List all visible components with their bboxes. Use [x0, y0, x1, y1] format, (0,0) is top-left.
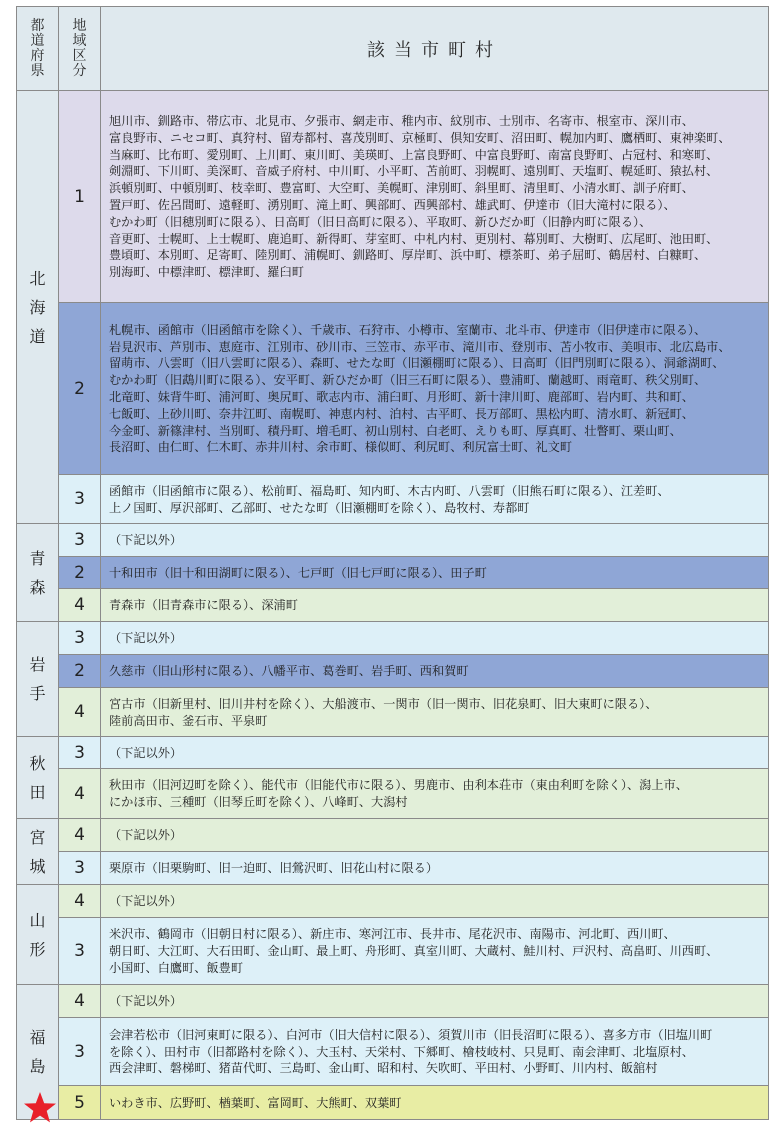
table-row [17, 557, 769, 589]
municipality-list: 米沢市、鶴岡市（旧朝日村に限る）、新庄市、寒河江市、長井市、尾花沢市、南陽市、河北町、西川町、 朝日町、大江町、大石田町、金山町、最上町、舟形町、真室川町、大蔵村、鮭川村、戸沢村、高畠町、川西町、 小国町、白鷹町、飯豊町 [101, 918, 769, 985]
table-row [17, 475, 769, 524]
table-row [17, 622, 769, 655]
red-star-icon [22, 1090, 58, 1126]
table-row [17, 91, 769, 303]
prefecture-miyagi: 宮 城 [17, 819, 59, 885]
prefecture-hokkaido: 北 海 道 [17, 91, 59, 524]
table-row [17, 589, 769, 622]
municipality-list: 旭川市、釧路市、帯広市、北見市、夕張市、網走市、稚内市、紋別市、士別市、名寄市、根室市、深川市、 富良野市、ニセコ町、真狩村、留寿都村、喜茂別町、京極町、倶知安町、沼田町、幌加内町、鷹栖町、東神楽町、 当麻町、比布町、愛別町、上川町、東川町、美瑛町、上富良野町、中富良野町、南富良野町、占冠村、和寒町、 剣淵町、下川町、美深町、音威子府村、中川町、小平町、苫前町、羽幌町、遠別町、天塩町、幌延町、猿払村、 浜頓別町、中頓別町、枝幸町、豊富町、大空町、美幌町、津別町、斜里町、清里町、小清水町、訓子府町、 置戸町、佐呂間町、遠軽町、湧別町、滝上町、興部町、西興部村、雄武町、伊達市（旧大滝村に限る）、 むかわ町（旧穂別町に限る）、日高町（旧日高町に限る）、平取町、新ひだか町（旧静内町に限る）、 音更町、士幌町、上士幌町、鹿追町、新得町、芽室町、中札内村、更別村、幕別町、大樹町、広尾町、池田町、 豊頃町、本別町、足寄町、陸別町、浦幌町、釧路町、厚岸町、浜中町、標茶町、弟子屈町、鶴居村、白糠町、 別海町、中標津町、標津町、羅臼町 [101, 91, 769, 303]
zone-number: 3 [59, 737, 101, 769]
zone-number: 2 [59, 303, 101, 475]
municipality-list: （下記以外） [101, 885, 769, 918]
municipality-list: いわき市、広野町、楢葉町、富岡町、大熊町、双葉町 [101, 1086, 769, 1120]
zone-number: 4 [59, 769, 101, 819]
prefecture-fukushima: 福 島 [17, 985, 59, 1120]
table-row [17, 985, 769, 1018]
municipality-list: 秋田市（旧河辺町を除く）、能代市（旧能代市に限る）、男鹿市、由利本荘市（東由利町を除く）、潟上市、 にかほ市、三種町（旧琴丘町を除く）、八峰町、大潟村 [101, 769, 769, 819]
zone-number: 5 [59, 1086, 101, 1120]
table-row [17, 655, 769, 688]
zone-number: 3 [59, 475, 101, 524]
region-table [16, 6, 769, 1120]
header-title: 該当市町村 [101, 7, 769, 91]
zone-number: 2 [59, 655, 101, 688]
zone-number: 3 [59, 918, 101, 985]
municipality-list: 会津若松市（旧河東町に限る）、白河市（旧大信村に限る）、須賀川市（旧長沼町に限る）、喜多方市（旧塩川町 を除く）、田村市（旧都路村を除く）、大玉村、天栄村、下郷町、檜枝岐村、只見町、南会津町、北塩原村、 西会津町、磐梯町、猪苗代町、三島町、金山町、昭和村、矢吹町、平田村、小野町、川内村、飯舘村 [101, 1018, 769, 1086]
municipality-list: （下記以外） [101, 737, 769, 769]
municipality-list: 札幌市、函館市（旧函館市を除く）、千歳市、石狩市、小樽市、室蘭市、北斗市、伊達市（旧伊達市に限る）、 岩見沢市、芦別市、恵庭市、江別市、砂川市、三笠市、赤平市、滝川市、登別市、苫小牧市、美唄市、北広島市、 留萌市、八雲町（旧八雲町に限る）、森町、せたな町（旧瀬棚町に限る）、日高町（旧門別町に限る）、洞爺湖町、 むかわ町（旧鵡川町に限る）、安平町、新ひだか町（旧三石町に限る）、豊浦町、蘭越町、雨竜町、秩父別町、 北竜町、妹背牛町、浦河町、奥尻町、歌志内市、浦臼町、月形町、新十津川町、鹿部町、岩内町、共和町、 七飯町、上砂川町、奈井江町、南幌町、神恵内村、泊村、古平町、長万部町、黒松内町、清水町、新冠町、 今金町、新篠津村、当別町、積丹町、増毛町、初山別村、白老町、えりも町、厚真町、壮瞥町、栗山町、 長沼町、由仁町、仁木町、赤井川村、余市町、様似町、利尻町、利尻富士町、礼文町 [101, 303, 769, 475]
zone-number: 4 [59, 688, 101, 737]
header-row [17, 7, 769, 91]
zone-number: 3 [59, 1018, 101, 1086]
municipality-list: 青森市（旧青森市に限る）、深浦町 [101, 589, 769, 622]
municipality-list: 十和田市（旧十和田湖町に限る）、七戸町（旧七戸町に限る）、田子町 [101, 557, 769, 589]
table-row [17, 852, 769, 885]
zone-number: 3 [59, 852, 101, 885]
table-row [17, 819, 769, 852]
municipality-list: 久慈市（旧山形村に限る）、八幡平市、葛巻町、岩手町、西和賀町 [101, 655, 769, 688]
zone-number: 3 [59, 622, 101, 655]
zone-number: 3 [59, 524, 101, 557]
table-row [17, 737, 769, 769]
zone-number: 1 [59, 91, 101, 303]
region-table-container [16, 6, 768, 1135]
table-row [17, 885, 769, 918]
prefecture-yamagata: 山 形 [17, 885, 59, 985]
municipality-list: （下記以外） [101, 819, 769, 852]
municipality-list: 宮古市（旧新里村、旧川井村を除く）、大船渡市、一関市（旧一関市、旧花泉町、旧大東町に限る）、 陸前高田市、釜石市、平泉町 [101, 688, 769, 737]
zone-number: 4 [59, 819, 101, 852]
municipality-list: 函館市（旧函館市に限る）、松前町、福島町、知内町、木古内町、八雲町（旧熊石町に限る）、江差町、 上ノ国町、厚沢部町、乙部町、せたな町（旧瀬棚町を除く）、島牧村、寿都町 [101, 475, 769, 524]
zone-number: 4 [59, 885, 101, 918]
header-prefecture: 都 道 府 県 [17, 7, 59, 91]
table-row [17, 688, 769, 737]
zone-number: 4 [59, 985, 101, 1018]
red-star-shape [24, 1092, 56, 1122]
municipality-list: （下記以外） [101, 524, 769, 557]
table-row [17, 1018, 769, 1086]
header-zone: 地 域 区 分 [59, 7, 101, 91]
table-row [17, 303, 769, 475]
municipality-list: （下記以外） [101, 985, 769, 1018]
municipality-list: 栗原市（旧栗駒町、旧一迫町、旧鶯沢町、旧花山村に限る） [101, 852, 769, 885]
prefecture-aomori: 青 森 [17, 524, 59, 622]
table-row [17, 769, 769, 819]
prefecture-iwate: 岩 手 [17, 622, 59, 737]
table-row [17, 524, 769, 557]
table-row [17, 1086, 769, 1120]
municipality-list: （下記以外） [101, 622, 769, 655]
zone-number: 4 [59, 589, 101, 622]
prefecture-akita: 秋 田 [17, 737, 59, 819]
table-row [17, 918, 769, 985]
zone-number: 2 [59, 557, 101, 589]
